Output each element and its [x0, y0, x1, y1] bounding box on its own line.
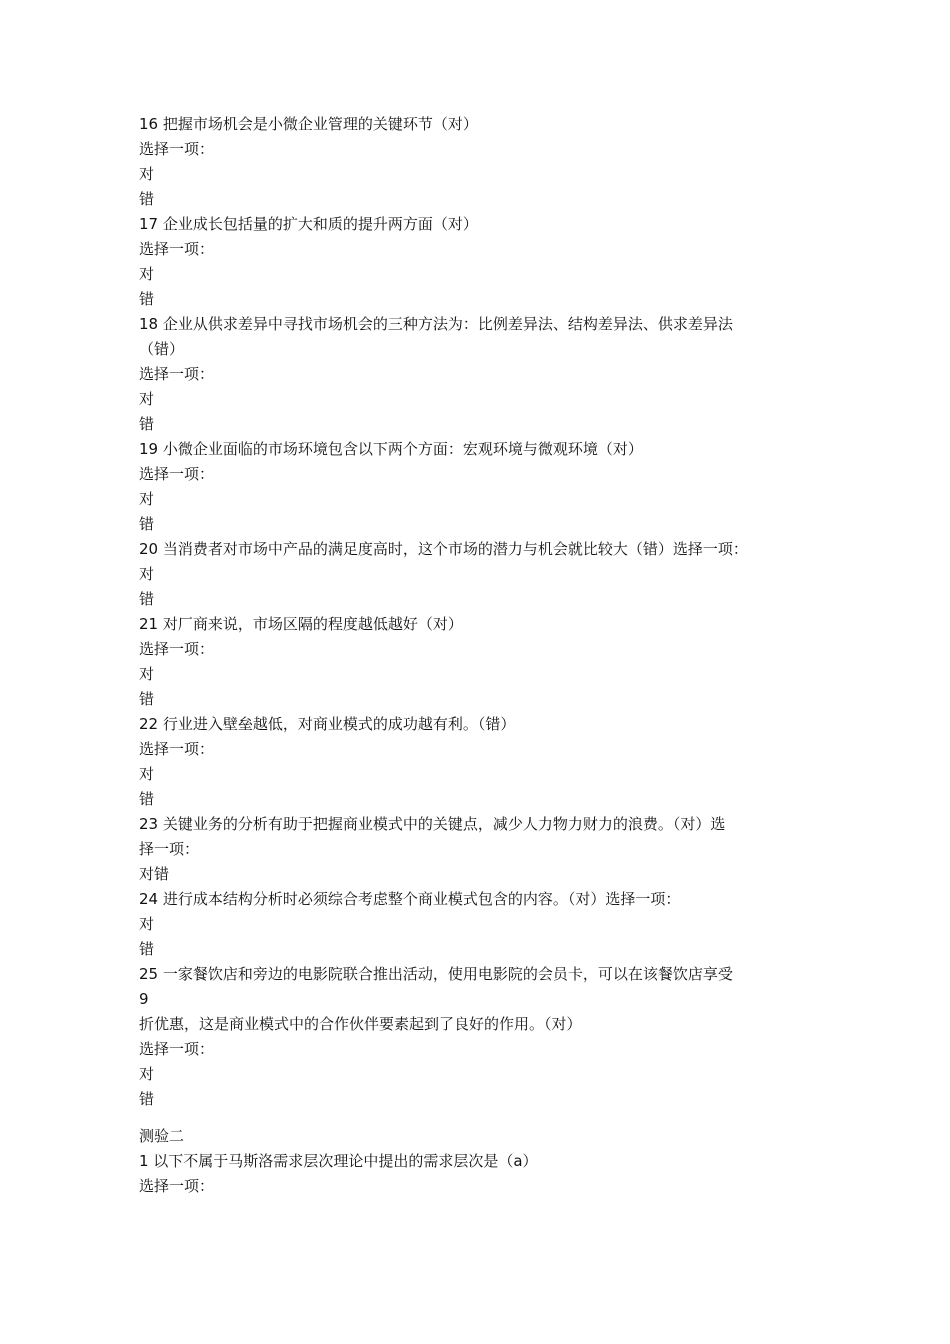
q23-text: 23 关键业务的分析有助于把握商业模式中的关键点，减少人力物力财力的浪费。（对）选 [139, 815, 726, 833]
q21-option-true: 对 [139, 665, 155, 683]
q18-option-false: 错 [139, 415, 155, 433]
section-heading: 测验二 [139, 1127, 185, 1145]
q22-option-true: 对 [139, 765, 155, 783]
q18-answer: （错） [139, 340, 185, 358]
q17-prompt: 选择一项： [139, 240, 215, 258]
q17-text: 17 企业成长包括量的扩大和质的提升两方面（对） [139, 215, 478, 233]
q17-option-false: 错 [139, 290, 155, 308]
q20-option-false: 错 [139, 590, 155, 608]
q23-prompt: 择一项： [139, 840, 200, 858]
q21-text: 21 对厂商来说，市场区隔的程度越低越好（对） [139, 615, 463, 633]
q16-option-false: 错 [139, 190, 155, 208]
q18-option-true: 对 [139, 390, 155, 408]
q18-prompt: 选择一项： [139, 365, 215, 383]
q17-option-true: 对 [139, 265, 155, 283]
q24-option-false: 错 [139, 940, 155, 958]
document-page [139, 112, 829, 1199]
section-spacer [139, 1112, 829, 1124]
q16-prompt: 选择一项： [139, 140, 215, 158]
q25-text-continued: 折优惠，这是商业模式中的合作伙伴要素起到了良好的作用。（对） [139, 1015, 582, 1033]
q19-text: 19 小微企业面临的市场环境包含以下两个方面：宏观环境与微观环境（对） [139, 440, 643, 458]
quiz2-q1-prompt: 选择一项： [139, 1177, 215, 1195]
q22-option-false: 错 [139, 790, 155, 808]
q16-option-true: 对 [139, 165, 155, 183]
q25-text-number: 9 [139, 990, 149, 1008]
quiz2-q1-text: 1 以下不属于马斯洛需求层次理论中提出的需求层次是（a） [139, 1152, 538, 1170]
q22-text: 22 行业进入壁垒越低，对商业模式的成功越有利。（错） [139, 715, 516, 733]
q18-text: 18 企业从供求差异中寻找市场机会的三种方法为：比例差异法、结构差异法、供求差异法 [139, 315, 733, 333]
q21-option-false: 错 [139, 690, 155, 708]
q25-prompt: 选择一项： [139, 1040, 215, 1058]
q22-prompt: 选择一项： [139, 740, 215, 758]
q23-options: 对错 [139, 865, 170, 883]
q19-option-true: 对 [139, 490, 155, 508]
q19-prompt: 选择一项： [139, 465, 215, 483]
q25-text: 25 一家餐饮店和旁边的电影院联合推出活动，使用电影院的会员卡，可以在该餐饮店享受 [139, 965, 733, 983]
q20-option-true: 对 [139, 565, 155, 583]
q25-option-true: 对 [139, 1065, 155, 1083]
q24-option-true: 对 [139, 915, 155, 933]
q19-option-false: 错 [139, 515, 155, 533]
q21-prompt: 选择一项： [139, 640, 215, 658]
q16-text: 16 把握市场机会是小微企业管理的关键环节（对） [139, 115, 478, 133]
q20-text: 20 当消费者对市场中产品的满足度高时，这个市场的潜力与机会就比较大（错）选择一项： [139, 540, 748, 558]
q25-option-false: 错 [139, 1090, 155, 1108]
q24-text: 24 进行成本结构分析时必须综合考虑整个商业模式包含的内容。（对）选择一项： [139, 890, 681, 908]
